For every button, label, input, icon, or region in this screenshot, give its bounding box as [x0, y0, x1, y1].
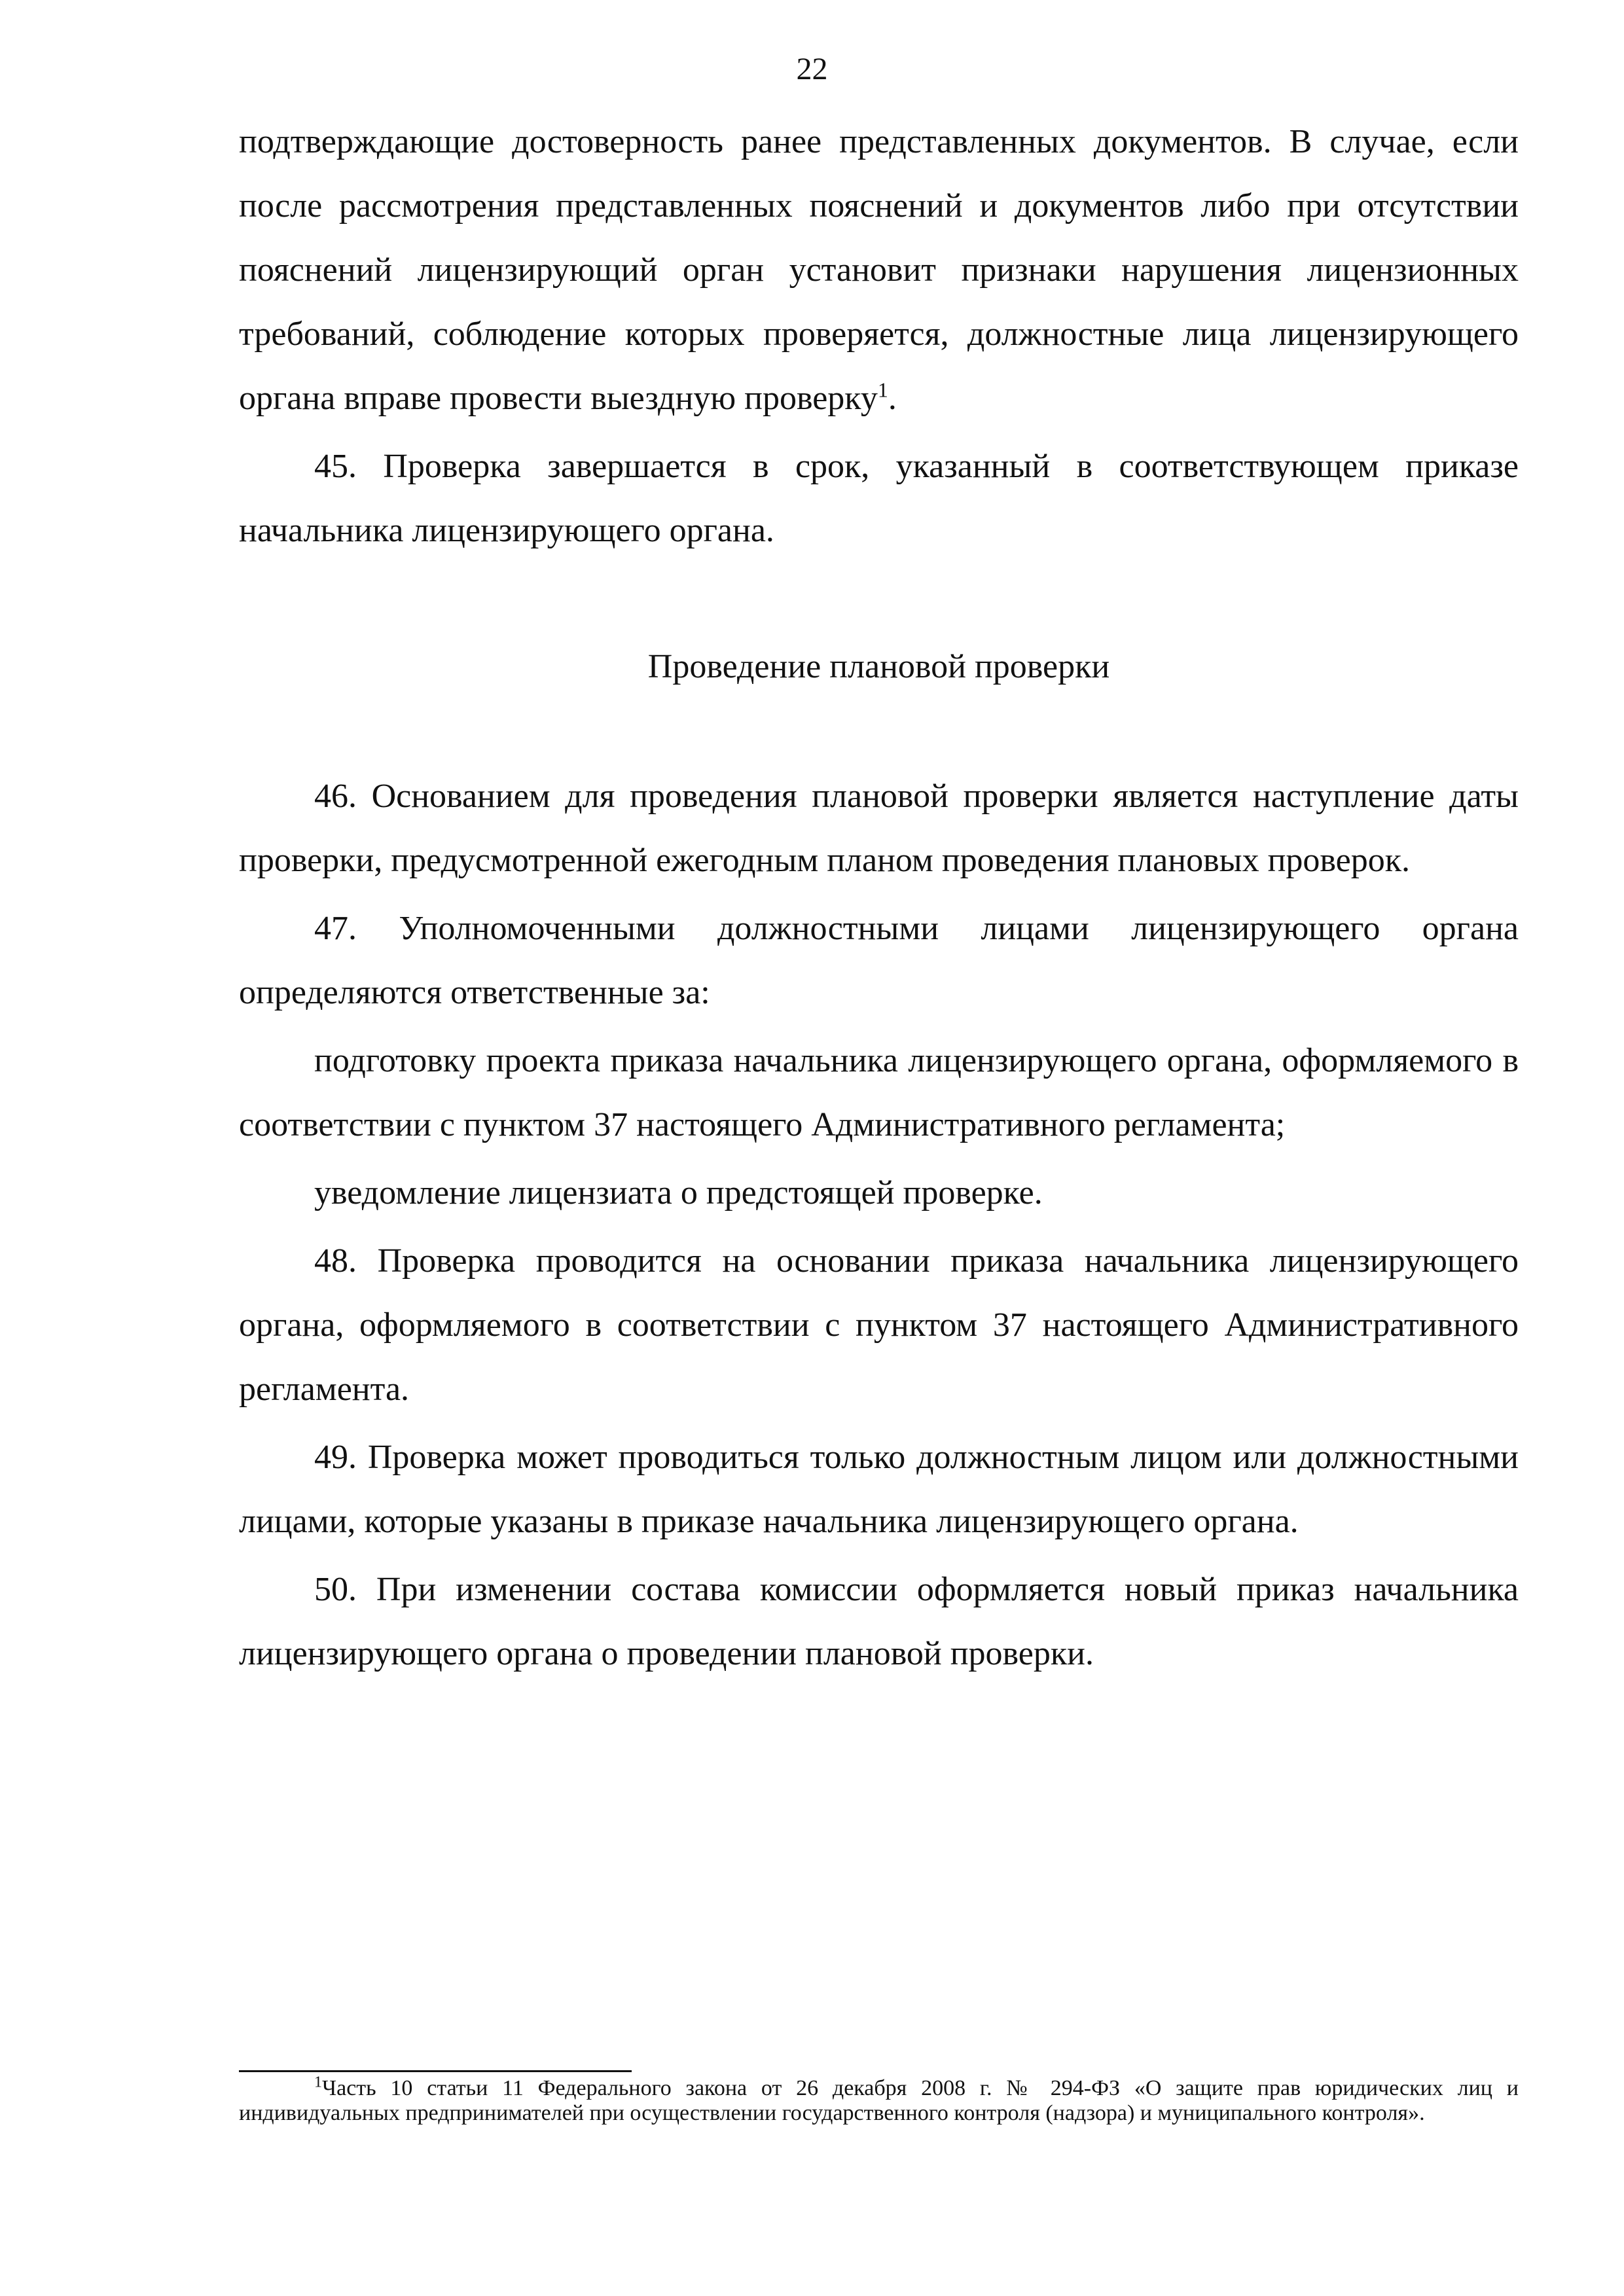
footnote-marker: 1: [314, 2073, 322, 2091]
paragraph-47: 47. Уполномоченными должностными лицами лицензирующего органа определяются ответственные за:: [239, 910, 1519, 1011]
paragraph-47-item-1: подготовку проекта приказа начальника лицензирующего органа, оформляемого в соответствии с пунктом 37 настоящего Административного регламента;: [239, 1042, 1519, 1143]
footnote-separator: [239, 2070, 632, 2072]
paragraph-continuation-end: .: [888, 380, 897, 417]
paragraph-continuation: [239, 110, 1519, 431]
paragraph-49: 49. Проверка может проводиться только должностным лицом или должностными лицами, которые указаны в приказе начальника лицензирующего органа.: [239, 1439, 1519, 1540]
footnote-reference[interactable]: 1: [877, 378, 888, 402]
paragraph-48: 48. Проверка проводится на основании приказа начальника лицензирующего органа, оформляемого в соответствии с пунктом 37 настоящего Административного регламента.: [239, 1242, 1519, 1408]
paragraph-47-item-2: уведомление лицензиата о предстоящей проверке.: [314, 1174, 1043, 1211]
paragraph-46: 46. Основанием для проведения плановой проверки является наступление даты проверки, предусмотренной ежегодным планом проведения плановых проверок.: [239, 778, 1519, 879]
document-body: [239, 110, 1519, 1686]
footnote: [239, 2073, 1519, 2126]
paragraph-continuation-text: подтверждающие достоверность ранее представленных документов. В случае, если после рассмотрения представленных пояснений и документов либо при отсутствии пояснений лицензирующий орган установит признаки нарушения лицензионных требований, соблюдение которых проверяется, должностные лица лицензирующего органа вправе провести выездную проверку: [239, 123, 1519, 417]
section-heading: Проведение плановой проверки: [647, 648, 1110, 685]
page-number: 22: [796, 52, 828, 86]
paragraph-50: 50. При изменении состава комиссии оформляется новый приказ начальника лицензирующего органа о проведении плановой проверки.: [239, 1571, 1519, 1672]
footnote-text: Часть 10 статьи 11 Федерального закона от 26 декабря 2008 г. № 294-ФЗ «О защите прав юридических лиц и индивидуальных предпринимателей при осуществлении государственного контроля (надзора) и муниципального контроля».: [239, 2076, 1519, 2125]
paragraph-45: 45. Проверка завершается в срок, указанный в соответствующем приказе начальника лицензирующего органа.: [239, 448, 1519, 549]
